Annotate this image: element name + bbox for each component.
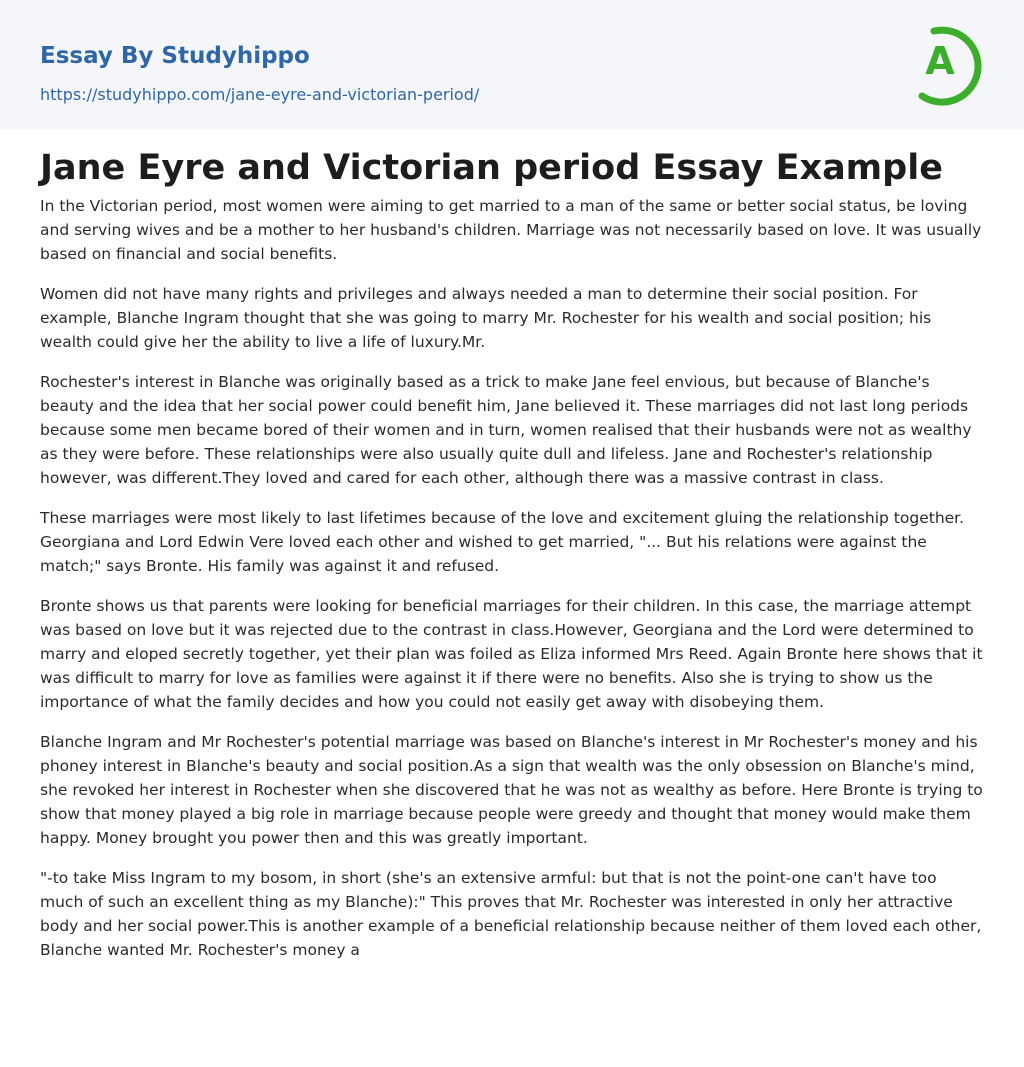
article-url-link[interactable]: https://studyhippo.com/jane-eyre-and-victorian-period/ (40, 85, 480, 104)
article-paragraph: In the Victorian period, most women were aiming to get married to a man of the same or better social status, be loving and serving wives and be a mother to her husband's children. Marriage was not necessarily based on love. It was usually based on financial and social benefits. (40, 197, 982, 263)
studyhippo-logo-icon[interactable] (912, 18, 988, 106)
article-paragraph: Women did not have many rights and privileges and always needed a man to determine their social position. For example, Blanche Ingram thought that she was going to marry Mr. Rochester for his wealth and social position; his wealth could give her the ability to live a life of luxury.Mr. (40, 285, 932, 351)
page-title: Jane Eyre and Victorian period Essay Example (40, 148, 943, 188)
article-paragraph: "-to take Miss Ingram to my bosom, in short (she's an extensive armful: but that is not the point-one can't have too much of such an excellent thing as my Blanche):" This proves that Mr. Rochester was interested in only her attractive body and her social power.This is another example of a beneficial relationship because neither of them loved each other, Blanche wanted Mr. Rochester's money a (40, 869, 982, 959)
article-body (40, 194, 984, 978)
article-paragraph: These marriages were most likely to last lifetimes because of the love and excitement gluing the relationship together. Georgiana and Lord Edwin Vere loved each other and wished to get married, "... But his relations were against the match;" says Bronte. His family was against it and refused. (40, 509, 965, 575)
site-header (0, 0, 1024, 129)
article-paragraph: Bronte shows us that parents were looking for beneficial marriages for their children. In this case, the marriage attempt was based on love but it was rejected due to the contrast in class.However, Georgiana and the Lord were determined to marry and eloped secretly together, yet their plan was foiled as Eliza informed Mrs Reed. Again Bronte here shows that it was difficult to marry for love as families were against it if there were no benefits. Also she is trying to show us the importance of what the family decides and how you could not easily get away with disobeying them. (40, 597, 983, 711)
site-brand[interactable]: Essay By Studyhippo (40, 43, 310, 69)
article-paragraph: Blanche Ingram and Mr Rochester's potential marriage was based on Blanche's interest in Mr Rochester's money and his phoney interest in Blanche's beauty and social position.As a sign that wealth was the only obsession on Blanche's mind, she revoked her interest in Rochester when she discovered that he was not as wealthy as before. Here Bronte is trying to show that money played a big role in marriage because people were greedy and thought that money would make them happy. Money brought you power then and this was greatly important. (40, 733, 983, 847)
logo-letter: A (925, 39, 955, 83)
article-paragraph: Rochester's interest in Blanche was originally based as a trick to make Jane feel envious, but because of Blanche's beauty and the idea that her social power could benefit him, Jane believed it. These marriages did not last long periods because some men became bored of their women and in turn, women realised that their husbands were not as wealthy as they were before. These relationships were also usually quite dull and lifeless. Jane and Rochester's relationship however, was different.They loved and cared for each other, although there was a massive contrast in class. (40, 373, 972, 487)
